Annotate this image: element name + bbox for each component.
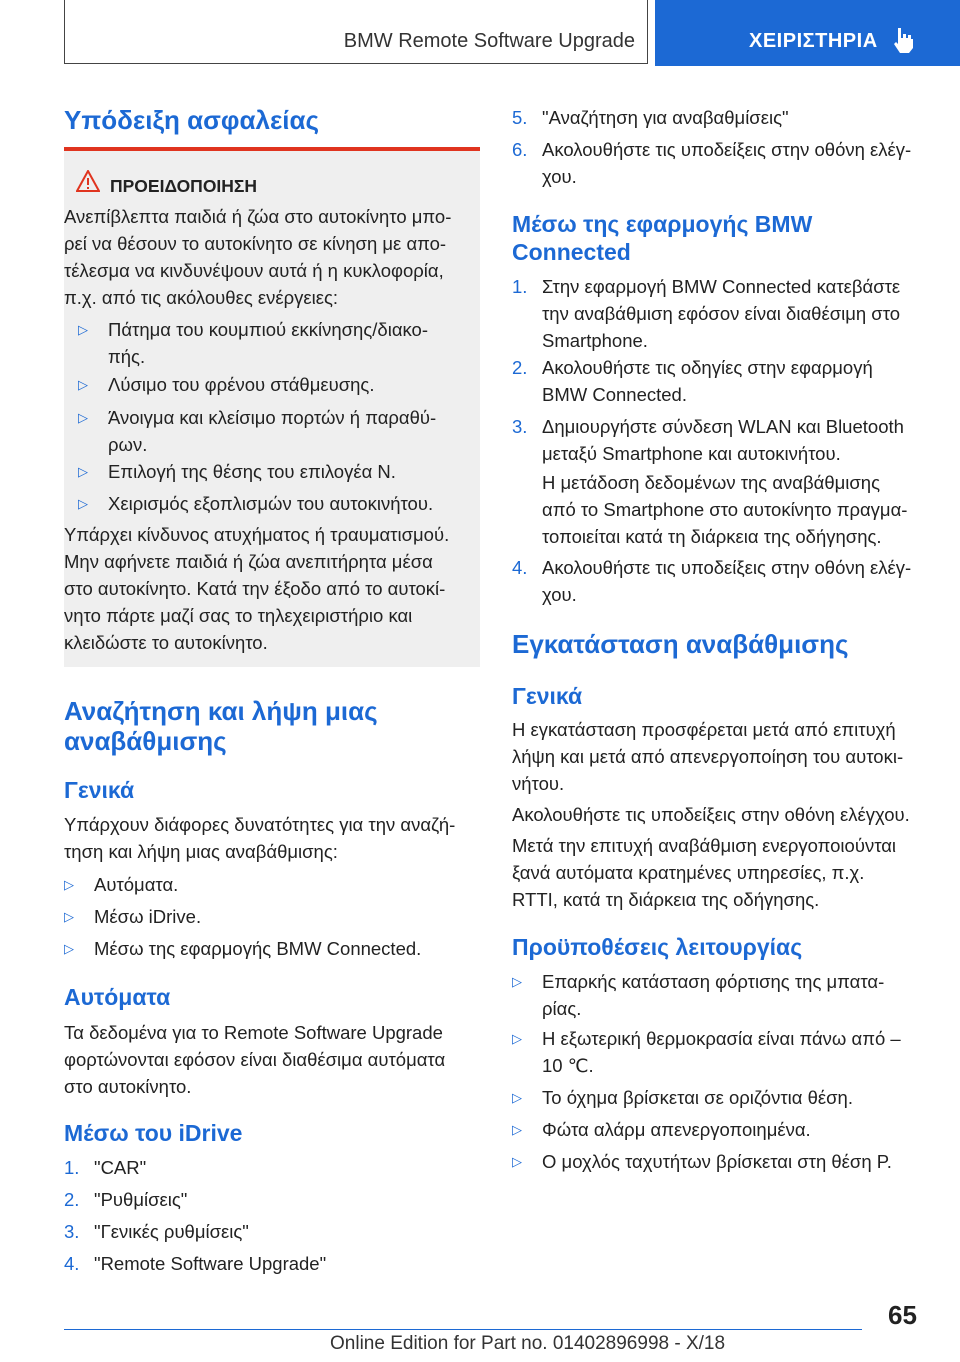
section-tab[interactable]: [655, 0, 960, 66]
install-heading: Εγκατάσταση αναβάθμισης: [512, 629, 849, 659]
triangle-bullet-icon: ▷: [78, 377, 88, 392]
warning-text-line: π.χ. από τις ακόλουθες ενέργειες:: [64, 287, 339, 308]
triangle-bullet-icon: ▷: [78, 496, 88, 511]
step-note-line: Η μετάδοση δεδομένων της αναβάθμισης: [542, 472, 881, 493]
triangle-bullet-icon: ▷: [512, 1031, 522, 1046]
general-text-line: τηση και λήψη μιας αναβάθμισης:: [64, 841, 338, 862]
general-text-line: ξανά αυτόματα κρατημένες υπηρεσίες, π.χ.: [512, 862, 865, 883]
triangle-bullet-icon: ▷: [78, 464, 88, 479]
general-text-line: Μετά την επιτυχή αναβάθμιση ενεργοποιούνται: [512, 835, 897, 856]
auto-text-line: στο αυτοκίνητο.: [64, 1076, 192, 1097]
hand-pointer-icon: [891, 26, 917, 54]
safety-heading: Υπόδειξη ασφαλείας: [64, 105, 320, 135]
idrive-heading: Μέσω του iDrive: [64, 1120, 243, 1146]
warning-text-line: νητο πάρτε μαζί σας το τηλεχειριστήριο και: [64, 605, 413, 626]
auto-heading: Αυτόματα: [64, 984, 171, 1010]
section-tab-label: ΧΕΙΡΙΣΤΗΡΙΑ: [749, 30, 878, 52]
auto-text-line: φορτώνονται εφόσον είναι διαθέσιμα αυτόματα: [64, 1049, 446, 1070]
general-text-line: Ακολουθήστε τις υποδείξεις στην οθόνη ελέγχου.: [512, 804, 910, 825]
app-heading: Μέσω της εφαρμογής BMW: [512, 211, 813, 237]
step-note-line: τοποιείται κατά τη διάρκεια της οδήγησης.: [542, 526, 882, 547]
warning-text-line: κλειδώστε το αυτοκίνητο.: [64, 632, 268, 653]
warning-bullet: ▷ Πάτημα του κουμπιού εκκίνησης/διακο- πής.: [78, 316, 478, 370]
page-number: 65: [888, 1300, 917, 1330]
triangle-bullet-icon: ▷: [78, 410, 88, 425]
triangle-bullet-icon: ▷: [512, 974, 522, 989]
footer-divider: [64, 1329, 862, 1330]
triangle-bullet-icon: ▷: [64, 941, 74, 956]
footer-edition: Online Edition for Part no. 01402896998 - X/18: [330, 1333, 726, 1354]
warning-title: ΠΡΟΕΙΔΟΠΟΙΗΣΗ: [110, 176, 258, 196]
general-heading: Γενικά: [64, 777, 135, 803]
general-text-line: RTTI, κατά τη διάρκεια της οδήγησης.: [512, 889, 820, 910]
header-title-box: [64, 0, 648, 64]
triangle-bullet-icon: ▷: [64, 909, 74, 924]
auto-text-line: Τα δεδομένα για το Remote Software Upgrade: [64, 1022, 443, 1043]
triangle-bullet-icon: ▷: [512, 1090, 522, 1105]
step-note-line: από το Smartphone στο αυτοκίνητο πραγμα-: [542, 499, 908, 520]
general-text-line: Η εγκατάσταση προσφέρεται μετά από επιτυχή: [512, 719, 896, 740]
search-heading: Αναζήτηση και λήψη μιας: [64, 696, 378, 726]
general-heading: Γενικά: [512, 683, 583, 709]
app-heading-cont: Connected: [512, 239, 631, 265]
warning-text-line: τέλεσμα να κινδυνέψουν αυτά ή η κυκλοφορία,: [64, 260, 444, 281]
warning-text-line: στο αυτοκίνητο. Κατά την έξοδο από το αυτοκί-: [64, 578, 446, 599]
warning-text-line: ρεί να θέσουν το αυτοκίνητο σε κίνηση με απο-: [64, 233, 447, 254]
general-text-line: λήψη και μετά από απενεργοποίηση του αυτοκι-: [512, 746, 904, 767]
triangle-bullet-icon: ▷: [78, 322, 88, 337]
triangle-bullet-icon: ▷: [512, 1122, 522, 1137]
requirements-heading: Προϋποθέσεις λειτουργίας: [512, 934, 803, 960]
triangle-bullet-icon: ▷: [64, 877, 74, 892]
warning-text-line: Μην αφήνετε παιδιά ή ζώα ανεπιτήρητα μέσα: [64, 551, 433, 572]
warning-triangle-icon: [76, 170, 100, 192]
warning-text-line: Ανεπίβλεπτα παιδιά ή ζώα στο αυτοκίνητο μπο-: [64, 206, 452, 227]
header-title: BMW Remote Software Upgrade: [343, 30, 635, 52]
triangle-bullet-icon: ▷: [512, 1154, 522, 1169]
search-heading-cont: αναβάθμισης: [64, 726, 227, 756]
general-text-line: νήτου.: [512, 773, 565, 794]
warning-text-line: Υπάρχει κίνδυνος ατυχήματος ή τραυματισμού.: [64, 524, 450, 545]
general-text-line: Υπάρχουν διάφορες δυνατότητες για την αναζή-: [64, 814, 456, 835]
